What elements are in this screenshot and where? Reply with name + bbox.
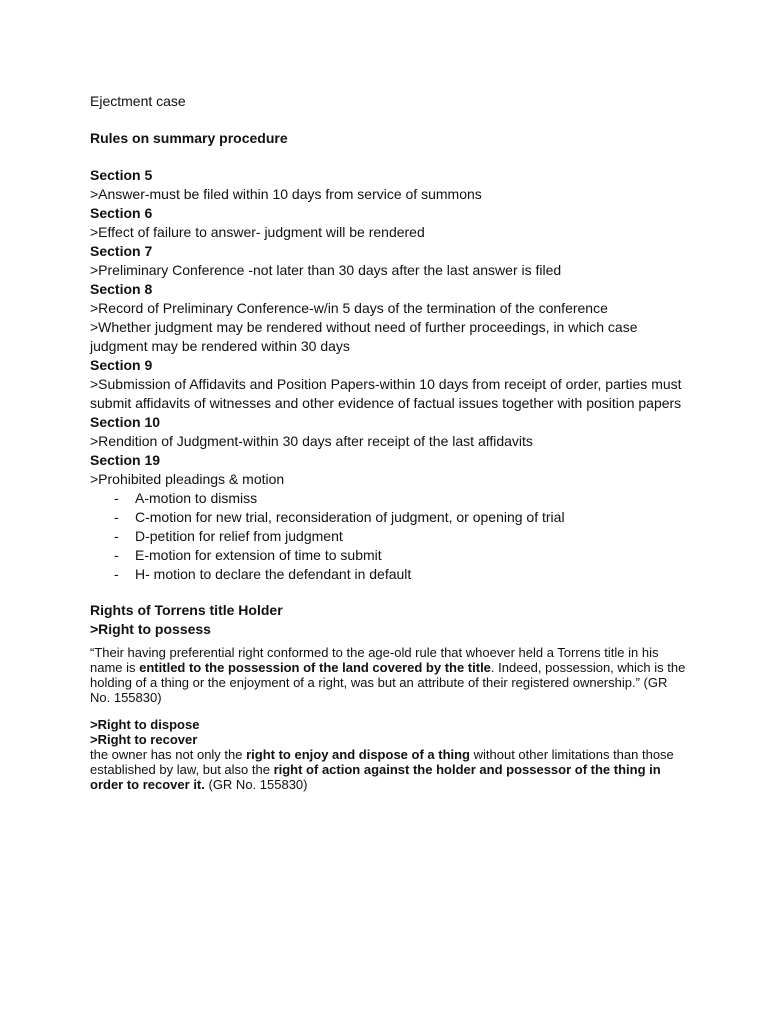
torrens-heading: Rights of Torrens title Holder [90, 602, 283, 618]
document-body [90, 92, 690, 792]
quote-bold-text: entitled to the possession of the land covered by the title [139, 660, 491, 675]
section-heading: Section 6 [90, 205, 153, 221]
list-item-text: H- motion to declare the defendant in default [135, 566, 412, 582]
section-text: >Record of Preliminary Conference-w/in 5 days of the termination of the conference [90, 300, 608, 316]
section-9 [90, 356, 690, 413]
bullet-dash: - [114, 509, 119, 525]
list-item [90, 508, 690, 527]
section-text: >Preliminary Conference -not later than 30 days after the last answer is filed [90, 262, 562, 278]
section-10 [90, 413, 690, 451]
section-heading: Section 19 [90, 452, 161, 468]
section-6 [90, 204, 690, 242]
recover-text: (GR No. 155830) [204, 777, 308, 792]
section-8 [90, 280, 690, 356]
section-text: >Prohibited pleadings & motion [90, 471, 285, 487]
section-7 [90, 242, 690, 280]
prohibited-list [90, 489, 690, 584]
list-item [90, 527, 690, 546]
recover-paragraph [90, 747, 690, 792]
bullet-dash: - [114, 528, 119, 544]
bullet-dash: - [114, 547, 119, 563]
section-heading: Section 8 [90, 281, 153, 297]
section-19 [90, 451, 690, 489]
quote-text: . Indeed, possession, which is the holding of a thing or the enjoyment of a right, was but an attribute of their registered ownership.” (GR No. 155830) [90, 660, 686, 705]
section-heading: Section 9 [90, 357, 153, 373]
quote-text: “Their having preferential right conformed to the age-old rule that whoever held a Torrens title in his name is [90, 645, 659, 675]
bullet-dash: - [114, 490, 119, 506]
possess-quote [90, 645, 690, 705]
list-item [90, 489, 690, 508]
section-5 [90, 166, 690, 204]
section-heading: Section 7 [90, 243, 153, 259]
case-title: Ejectment case [90, 93, 186, 109]
right-to-recover-heading: >Right to recover [90, 732, 198, 747]
section-heading: Section 5 [90, 167, 153, 183]
torrens-section [90, 601, 690, 792]
recover-text: the owner has not only the [90, 747, 247, 762]
list-item-text: C-motion for new trial, reconsideration of judgment, or opening of trial [135, 509, 565, 525]
section-text: >Rendition of Judgment-within 30 days after receipt of the last affidavits [90, 433, 533, 449]
list-item [90, 565, 690, 584]
section-text: >Effect of failure to answer- judgment will be rendered [90, 224, 425, 240]
list-item [90, 546, 690, 565]
recover-bold-text: right of action against the holder and possessor of the thing in order to recover it. [90, 762, 661, 792]
right-to-dispose-heading: >Right to dispose [90, 717, 200, 732]
list-item-text: A-motion to dismiss [135, 490, 258, 506]
bullet-dash: - [114, 566, 119, 582]
section-text: >Submission of Affidavits and Position Papers-within 10 days from receipt of order, parties must [90, 376, 682, 392]
section-heading: Section 10 [90, 414, 161, 430]
rules-heading: Rules on summary procedure [90, 130, 288, 146]
recover-bold-text: right to enjoy and dispose of a thing [246, 747, 470, 762]
section-text: >Whether judgment may be rendered without need of further proceedings, in which case [90, 319, 638, 335]
right-to-possess-heading: >Right to possess [90, 621, 211, 637]
list-item-text: E-motion for extension of time to submit [135, 547, 382, 563]
recover-text: without other limitations than those established by law, but also the [90, 747, 674, 777]
section-text: judgment may be rendered within 30 days [90, 338, 350, 354]
section-text: submit affidavits of witnesses and other evidence of factual issues together with position papers [90, 395, 682, 411]
section-text: >Answer-must be filed within 10 days from service of summons [90, 186, 482, 202]
list-item-text: D-petition for relief from judgment [135, 528, 343, 544]
